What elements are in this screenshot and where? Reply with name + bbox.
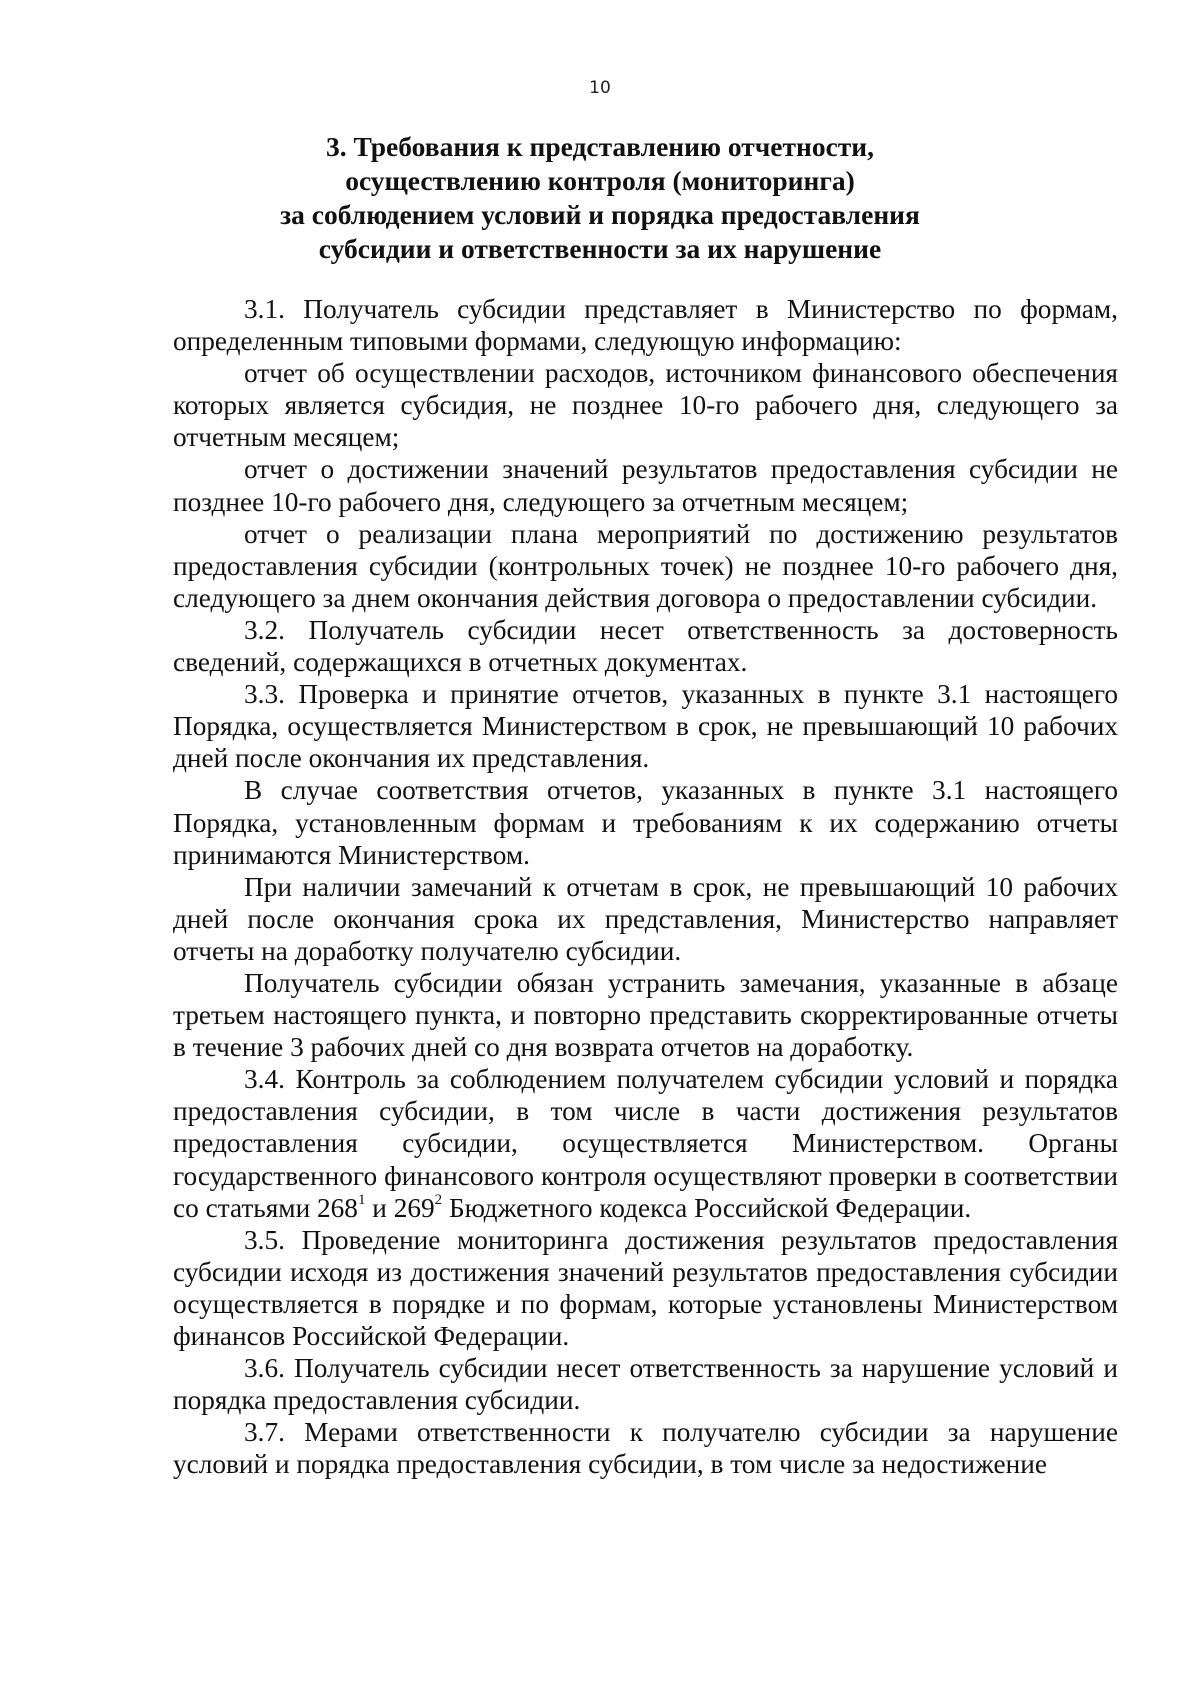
superscript: 2: [434, 1191, 443, 1208]
page-number: 10: [589, 78, 611, 98]
heading-line: за соблюдением условий и порядка предоставления: [280, 199, 920, 230]
paragraph-3-1: 3.1. Получатель субсидии представляет в Министерство по формам, определенным типовыми формами, следующую информацию:: [173, 294, 1118, 357]
heading-line: субсидии и ответственности за их нарушение: [318, 233, 882, 264]
superscript: 1: [357, 1191, 366, 1208]
paragraph-3-7: 3.7. Мерами ответственности к получателю субсидии за нарушение условий и порядка предоставления субсидии, в том числе за недостижение: [173, 1417, 1118, 1480]
paragraph-3-6: 3.6. Получатель субсидии несет ответственность за нарушение условий и порядка предоставления субсидии.: [173, 1353, 1118, 1416]
paragraph-3-3: 3.3. Проверка и принятие отчетов, указанных в пункте 3.1 настоящего Порядка, осуществляется Министерством в срок, не превышающий 10 рабочих дней после окончания их представления.: [173, 679, 1118, 774]
heading-line: 3. Требования к представлению отчетности,: [325, 131, 875, 162]
paragraph-3-4: [173, 1063, 1118, 1223]
paragraph-report-expenses: отчет об осуществлении расходов, источником финансового обеспечения которых является субсидия, не позднее 10-го рабочего дня, следующего за отчетным месяцем;: [173, 358, 1118, 453]
document-body: [173, 293, 1118, 1480]
paragraph-reports-accepted: В случае соответствия отчетов, указанных в пункте 3.1 настоящего Порядка, установленным формам и требованиям к их содержанию отчеты принимаются Министерством.: [173, 775, 1118, 870]
paragraph-3-4-text: 3.4. Контроль за соблюдением получателем субсидии условий и порядка предоставления субсидии, в том числе в части достижения результатов предоставления субсидии, осуществляется Министерством. Органы государственного финансового контроля осуществляют проверки в соответствии со статьями 268: [173, 1064, 1118, 1223]
paragraph-report-results: отчет о достижении значений результатов предоставления субсидии не позднее 10-го рабочего дня, следующего за отчетным месяцем;: [173, 454, 1118, 517]
paragraph-3-4-text: и 269: [365, 1192, 435, 1223]
paragraph-remarks: При наличии замечаний к отчетам в срок, не превышающий 10 рабочих дней после окончания срока их представления, Министерство направляет отчеты на доработку получателю субсидии.: [173, 871, 1118, 966]
paragraph-report-plan: отчет о реализации плана мероприятий по достижению результатов предоставления субсидии (контрольных точек) не позднее 10-го рабочего дня, следующего за днем окончания действия договора о предоставлении субсидии.: [173, 518, 1118, 613]
heading-line: осуществлению контроля (мониторинга): [345, 165, 855, 196]
paragraph-3-5: 3.5. Проведение мониторинга достижения результатов предоставления субсидии исходя из достижения значений результатов предоставления субсидии осуществляется в порядке и по формам, которые установлены Министерством финансов Российской Федерации.: [173, 1224, 1118, 1351]
section-heading: [150, 130, 1050, 266]
paragraph-3-4-text: Бюджетного кодекса Российской Федерации.: [442, 1192, 972, 1223]
paragraph-3-2: 3.2. Получатель субсидии несет ответственность за достоверность сведений, содержащихся в отчетных документах.: [173, 614, 1118, 678]
paragraph-fix-remarks: Получатель субсидии обязан устранить замечания, указанные в абзаце третьем настоящего пункта, и повторно представить скорректированные отчеты в течение 3 рабочих дней со дня возврата отчетов на доработку.: [173, 967, 1118, 1063]
